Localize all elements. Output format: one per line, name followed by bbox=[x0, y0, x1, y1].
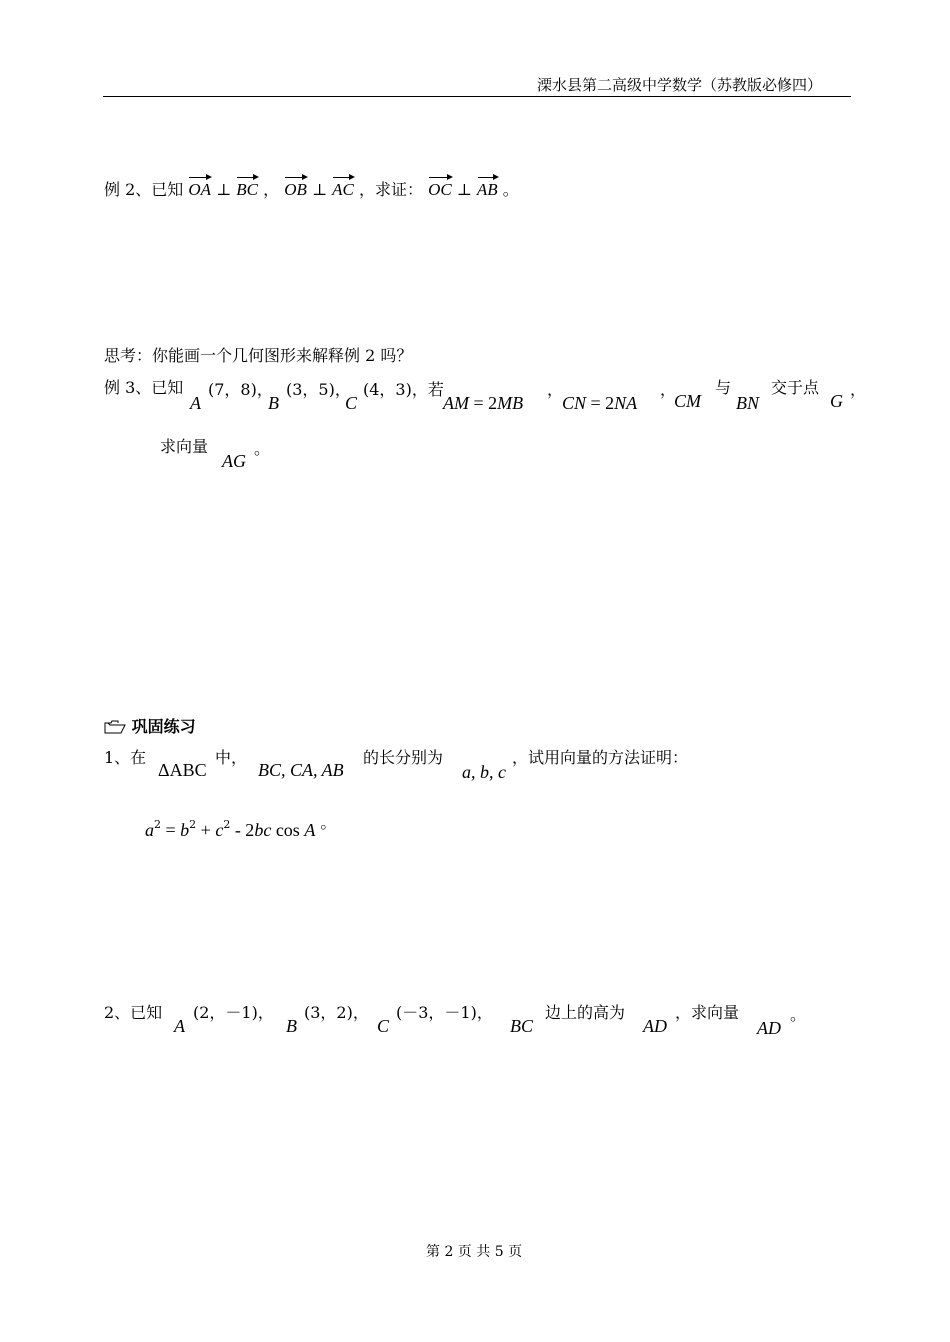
vector-ac: AC bbox=[332, 174, 354, 200]
line-cm: CM bbox=[674, 391, 701, 411]
op-eq: = bbox=[161, 820, 181, 840]
separator: ，求证： bbox=[358, 180, 423, 199]
end-mark: 。 bbox=[254, 439, 271, 458]
q2-prefix: 2、已知 bbox=[104, 1003, 163, 1022]
cosine-law-formula bbox=[145, 813, 337, 841]
q1-lengths: 的长分别为 bbox=[363, 748, 444, 767]
q2-point-c: C bbox=[377, 1016, 390, 1036]
perp-symbol: ⊥ bbox=[311, 180, 328, 199]
op-plus: + bbox=[196, 820, 216, 840]
comma: ， bbox=[547, 380, 564, 399]
point-a-coord: (7，8)， bbox=[208, 380, 273, 399]
example-3-line-1 bbox=[104, 378, 183, 398]
exp: 2 bbox=[154, 818, 161, 831]
end-mark: 。 bbox=[502, 180, 519, 199]
triangle-abc: ΔABC bbox=[158, 760, 207, 780]
vector-bc: BC bbox=[236, 174, 258, 200]
vector-ob: OB bbox=[284, 174, 307, 200]
vec-cn: CN bbox=[562, 393, 587, 413]
q2-altitude-ad: AD bbox=[643, 1016, 667, 1036]
op-minus: - 2 bbox=[230, 820, 255, 840]
eq-two: = 2 bbox=[469, 393, 498, 413]
var-bc: bc bbox=[254, 820, 272, 840]
vec-mb: MB bbox=[497, 393, 524, 413]
exp: 2 bbox=[223, 818, 231, 831]
q2-mid-text: 边上的高为 bbox=[545, 1003, 626, 1022]
page-footer: 第 2 页 共 5 页 bbox=[426, 1244, 523, 1260]
q2-point-a-coord: (2，－1)， bbox=[193, 1003, 274, 1022]
var-b: b bbox=[180, 820, 190, 840]
vector-oa: OA bbox=[188, 174, 211, 200]
point-c-coord: (4，3)，若 bbox=[363, 380, 444, 399]
q1-prefix: 1、在 bbox=[104, 748, 147, 767]
q2-point-a: A bbox=[174, 1016, 185, 1036]
separator: ， bbox=[263, 180, 280, 199]
q1-suffix: ，试用向量的方法证明： bbox=[512, 748, 689, 767]
var-c: c bbox=[215, 820, 224, 840]
example-3-prefix: 例 3、已知 bbox=[104, 378, 184, 397]
perp-symbol: ⊥ bbox=[216, 180, 232, 199]
practice-heading bbox=[104, 717, 196, 737]
equation-cn-2na bbox=[562, 393, 637, 414]
example-3-line-2: 求向量 bbox=[160, 437, 209, 456]
q1-zhong: 中， bbox=[215, 748, 248, 767]
equation-am-2mb bbox=[443, 393, 523, 414]
example-2 bbox=[104, 174, 519, 200]
word-yu: 与 bbox=[715, 378, 732, 397]
header-rule bbox=[103, 96, 851, 97]
example-2-prefix: 例 2、已知 bbox=[104, 180, 184, 199]
point-g: G bbox=[830, 391, 843, 411]
q2-vector-ad: AD bbox=[757, 1018, 781, 1038]
comma: ， bbox=[850, 380, 867, 399]
folder-icon bbox=[104, 720, 126, 734]
var-A: A bbox=[304, 820, 316, 840]
var-a: a bbox=[145, 820, 154, 840]
lengths-abc: a, b, c bbox=[462, 762, 506, 782]
vec-am: AM bbox=[443, 393, 469, 413]
exp: 2 bbox=[189, 818, 197, 831]
q2-ask: ，求向量 bbox=[675, 1003, 740, 1022]
point-c: C bbox=[345, 393, 358, 413]
word-jiao: 交于点 bbox=[771, 378, 820, 397]
end-mark: 。 bbox=[790, 1005, 807, 1024]
practice-heading-text: 巩固练习 bbox=[131, 717, 196, 736]
comma: ， bbox=[660, 380, 677, 399]
vector-ab: AB bbox=[477, 174, 498, 200]
point-a: A bbox=[190, 393, 201, 413]
point-b-coord: (3，5)， bbox=[286, 380, 351, 399]
q2-point-b-coord: (3，2)， bbox=[304, 1003, 369, 1022]
perp-symbol: ⊥ bbox=[456, 180, 472, 199]
page-header: 溧水县第二高级中学数学（苏教版必修四） bbox=[537, 76, 823, 94]
line-bn: BN bbox=[736, 393, 760, 413]
vector-ag: AG bbox=[222, 451, 246, 471]
q2-point-b: B bbox=[286, 1016, 297, 1036]
end-mark: 。 bbox=[320, 813, 337, 832]
point-b: B bbox=[268, 393, 279, 413]
vector-oc: OC bbox=[428, 174, 452, 200]
sides-list: BC, CA, AB bbox=[258, 760, 344, 780]
eq-two: = 2 bbox=[586, 393, 615, 413]
q2-point-c-coord: (－3，－1)， bbox=[396, 1003, 493, 1022]
q2-side-bc: BC bbox=[510, 1016, 534, 1036]
vec-na: NA bbox=[614, 393, 638, 413]
func-cos: cos bbox=[271, 820, 305, 840]
thinking-question: 思考：你能画一个几何图形来解释例 2 吗？ bbox=[104, 346, 413, 365]
